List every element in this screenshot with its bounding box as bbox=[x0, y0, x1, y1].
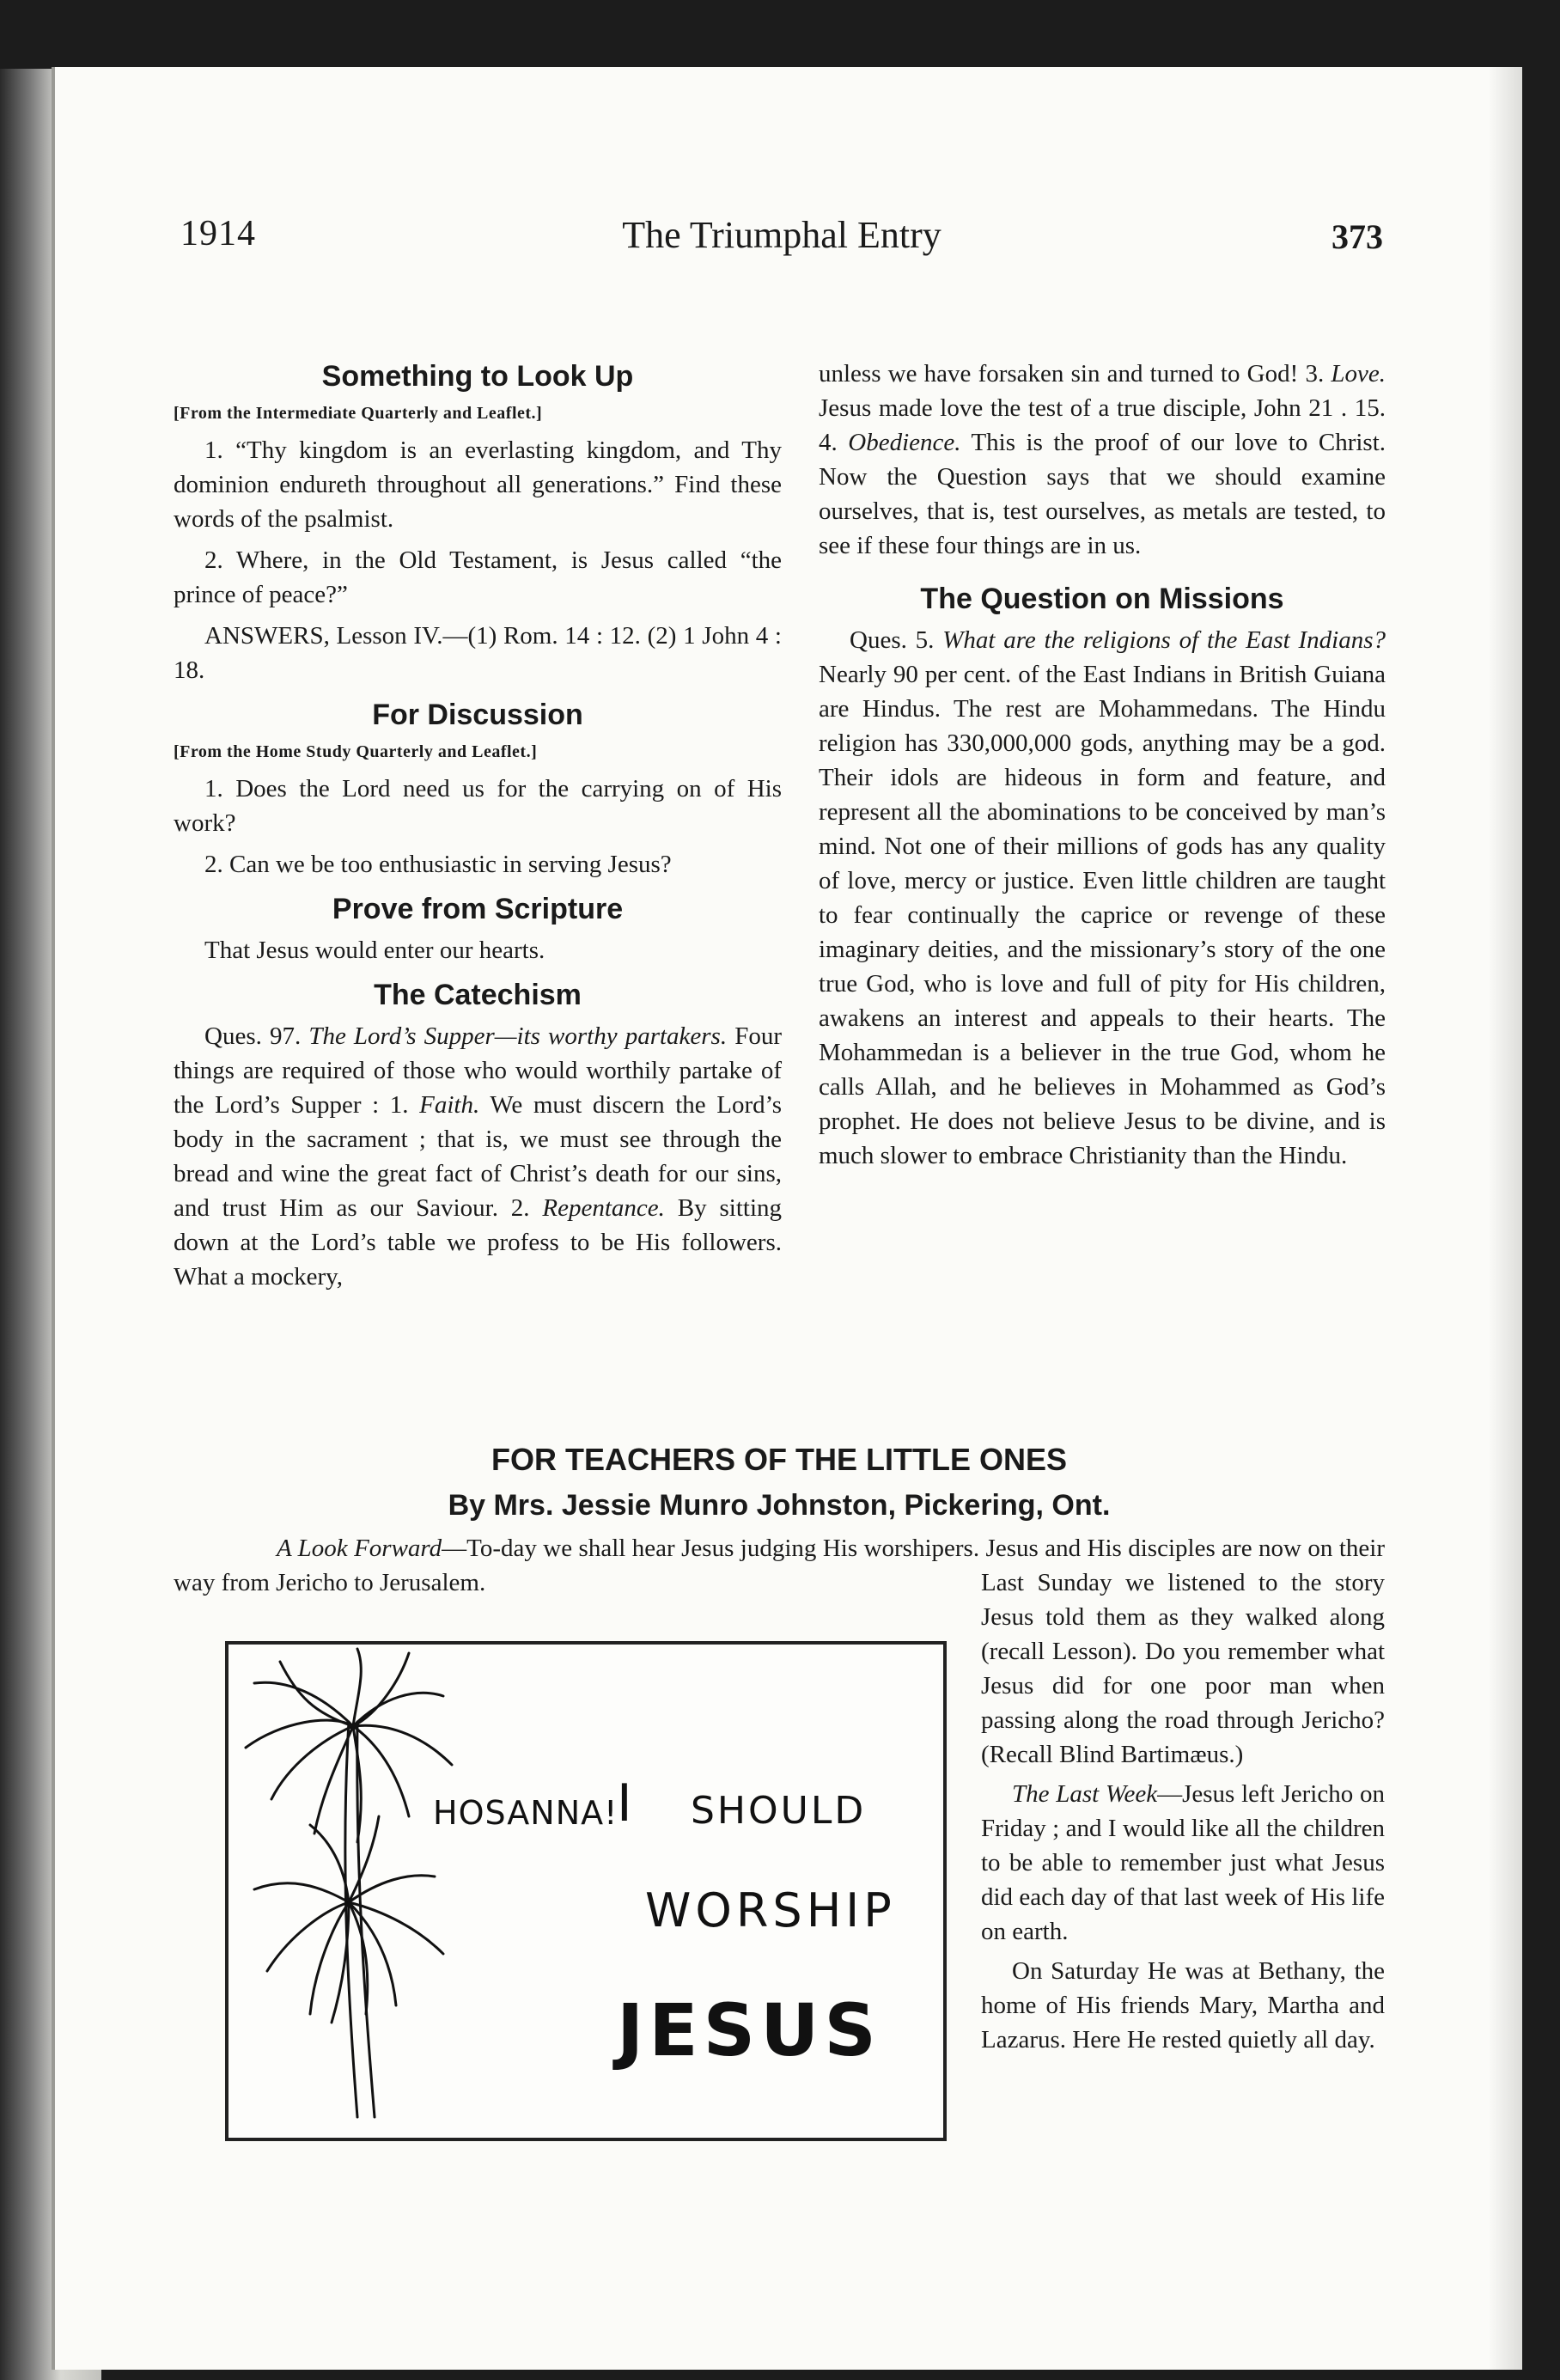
hand-lettered-worship: WORSHIP bbox=[645, 1883, 896, 1938]
paragraph: 1. “Thy kingdom is an everlasting kingdom, and Thy dominion endureth throughout all generations.” Find these words of the psalmist. bbox=[174, 436, 782, 533]
paragraph: ANSWERS, Lesson IV.—(1) Rom. 14 : 12. (2) 1 John 4 : 18. bbox=[174, 622, 782, 684]
text-run: —Jesus left Jericho on Friday ; and I would like all the children to be able to remember just what Jesus did each day of that last week of His life on earth. bbox=[981, 1780, 1385, 1945]
section-heading-missions: The Question on Missions bbox=[920, 583, 1284, 615]
ques-number: Ques. 97. bbox=[204, 1022, 302, 1050]
catechism-paragraph bbox=[174, 1019, 782, 1294]
section-heading-discussion: For Discussion bbox=[372, 699, 583, 731]
running-header bbox=[180, 213, 1383, 273]
teachers-title: FOR TEACHERS OF THE LITTLE ONES bbox=[491, 1442, 1067, 1477]
illustration-box bbox=[225, 1641, 947, 2141]
ques-title: The Lord’s Supper—its worthy partakers. bbox=[308, 1022, 728, 1050]
ques-number: Ques. 5. bbox=[850, 626, 935, 654]
header-year: 1914 bbox=[180, 214, 256, 253]
teachers-section-title bbox=[174, 1437, 1385, 1528]
right-column bbox=[819, 357, 1386, 1180]
source-note: [From the Intermediate Quarterly and Leaflet.] bbox=[174, 404, 543, 423]
text-run: We must discern the Lord’s body in the sacrament ; that is, we must see through the bread and wine the great fact of Christ’s death for our sins, and trust Him as our Saviour. 2. bbox=[174, 1091, 782, 1222]
hosanna-text: HOSANNA! bbox=[433, 1794, 619, 1832]
missions-paragraph bbox=[819, 623, 1386, 1173]
term-repentance: Repentance. bbox=[542, 1194, 665, 1222]
hand-lettered-should: SHOULD bbox=[691, 1789, 867, 1833]
section-heading-catechism: The Catechism bbox=[374, 979, 582, 1011]
header-title: The Triumphal Entry bbox=[622, 214, 941, 256]
teachers-byline: By Mrs. Jessie Munro Johnston, Pickering, Ont. bbox=[448, 1489, 1111, 1522]
paragraph: That Jesus would enter our hearts. bbox=[204, 937, 545, 964]
text-run: Four things are required of those who would worthily partake of the Lord’s Supper : 1. bbox=[174, 1022, 783, 1119]
page-shadow bbox=[1488, 67, 1522, 2370]
ques-title: What are the religions of the East Indians? bbox=[942, 626, 1386, 654]
term-faith: Faith. bbox=[419, 1091, 480, 1119]
source-note: [From the Home Study Quarterly and Leaflet.] bbox=[174, 742, 538, 761]
hand-lettered-i: I bbox=[617, 1773, 632, 1834]
intro-label: A Look Forward bbox=[277, 1535, 442, 1562]
term-love: Love. bbox=[1331, 360, 1386, 388]
text-run: This is the proof of our love to Christ. Now the Question says that we should examine ourselves, that is, test ourselves, as metals are tested, to see if these four things are in us. bbox=[819, 429, 1386, 559]
text-run: By sitting down at the Lord’s table we profess to be His followers. What a mockery, bbox=[174, 1194, 783, 1291]
left-column bbox=[174, 351, 782, 1301]
paragraph: 1. Does the Lord need us for the carrying on of His work? bbox=[174, 775, 782, 837]
text-run: unless we have forsaken sin and turned to God! 3. bbox=[819, 360, 1325, 388]
teachers-side-column bbox=[981, 1565, 1385, 2062]
term-obedience: Obedience. bbox=[848, 429, 961, 456]
page-number: 373 bbox=[1331, 217, 1383, 256]
paragraph: 2. Where, in the Old Testament, is Jesus called “the prince of peace?” bbox=[174, 546, 782, 608]
hand-lettered-jesus: JESUS bbox=[617, 1988, 881, 2072]
paragraph: Last Sunday we listened to the story Jesus told them as they walked along (recall Lesson). Do you remember what Jesus did for one poor man when passing along the road through Jericho? (Recall Blind Bartimæus.) bbox=[981, 1569, 1385, 1768]
paragraph: On Saturday He was at Bethany, the home of His friends Mary, Martha and Lazarus. Here He rested quietly all day. bbox=[981, 1957, 1385, 2054]
last-week-label: The Last Week bbox=[1012, 1780, 1158, 1808]
text-run: Nearly 90 per cent. of the East Indians in British Guiana are Hindus. The rest are Mohammedans. The Hindu religion has 330,000,000 gods, anything may be a god. Their idols are hideous in form and feature, and represent all the abominations to be conceived by man’s mind. Not one of their millions of gods has any quality of love, mercy or justice. Even little children are taught to fear continually the caprice or revenge of these imaginary deities, and the missionary’s story of the one true God, who is love and full of pity for His children, awakens an interest and appeals to their hearts. The Mohammedan is a believer in the true God, whom he calls Allah, and he believes in Mohammed as God’s prophet. He does not believe Jesus to be divine, and is much slower to embrace Christianity than the Hindu. bbox=[819, 661, 1386, 1169]
continued-paragraph bbox=[819, 357, 1386, 563]
section-heading-look-up: Something to Look Up bbox=[321, 360, 634, 393]
section-heading-prove: Prove from Scripture bbox=[332, 893, 624, 925]
text-run: Jesus made love the test of a true disciple, John 21 . 15. 4. bbox=[819, 394, 1386, 456]
paragraph bbox=[981, 1777, 1385, 1949]
paragraph: 2. Can we be too enthusiastic in serving Jesus? bbox=[204, 851, 672, 878]
intro-text: —To-day we shall hear Jesus judging His worshipers. Jesus and His disciples are now on their way from Jericho to Jerusalem. bbox=[174, 1535, 1385, 1596]
